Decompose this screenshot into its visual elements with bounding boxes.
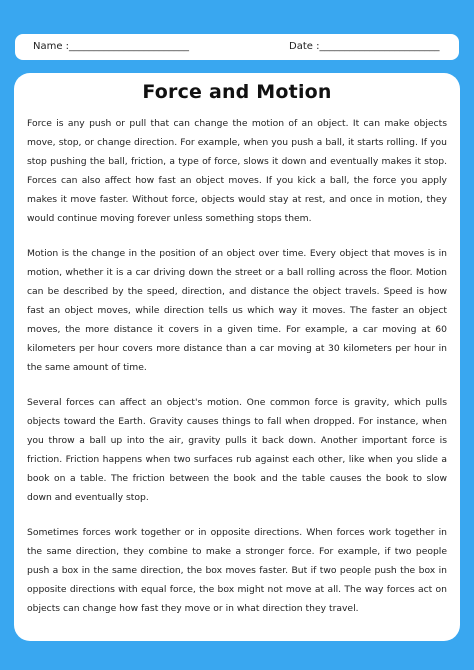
paragraph-forces-affect-motion: Several forces can affect an object's motion. One common force is gravity, which pulls objects toward the Earth. Gravity causes things to fall when dropped. For instance, when you throw a ball up into the air, gravity pulls it back down. Another important force is friction. Friction happens when two surfaces rub against each other, like when you slide a book on a table. The friction between the book and the table causes the book to slow down and eventually stop.	[27, 397, 447, 503]
paragraph-motion: Motion is the change in the position of an object over time. Every object that moves is in motion, whether it is a car driving down the street or a ball rolling across the floor. Motion can be described by the speed, direction, and distance the object travels. Speed is how fast an object moves, while direction tells us which way it moves. The faster an object moves, the more distance it covers in a given time. For example, a car moving at 60 kilometers per hour covers more distance than a car moving at 30 kilometers per hour in the same amount of time.	[27, 248, 447, 373]
name-date-bar	[15, 34, 459, 60]
paragraph-forces-together: Sometimes forces work together or in opposite directions. When forces work together in the same direction, they combine to make a stronger force. For example, if two people push a box in the same direction, the box moves faster. But if two people push the box in opposite directions with equal force, the box might not move at all. The way forces act on objects can change how fast they move or in what direction they travel.	[27, 527, 447, 614]
date-field[interactable]: Date :________________________	[289, 41, 440, 52]
name-field[interactable]: Name :________________________	[33, 41, 190, 52]
paragraph-force: Force is any push or pull that can change the motion of an object. It can make objects move, stop, or change direction. For example, when you push a ball, it starts rolling. If you stop pushing the ball, friction, a type of force, slows it down and eventually makes it stop. Forces can also affect how fast an object moves. If you kick a ball, the force you apply makes it move faster. Without force, objects would stay at rest, and once in motion, they would continue moving forever unless something stops them.	[27, 118, 447, 224]
worksheet-title: Force and Motion	[142, 81, 332, 103]
worksheet-card	[14, 73, 460, 641]
